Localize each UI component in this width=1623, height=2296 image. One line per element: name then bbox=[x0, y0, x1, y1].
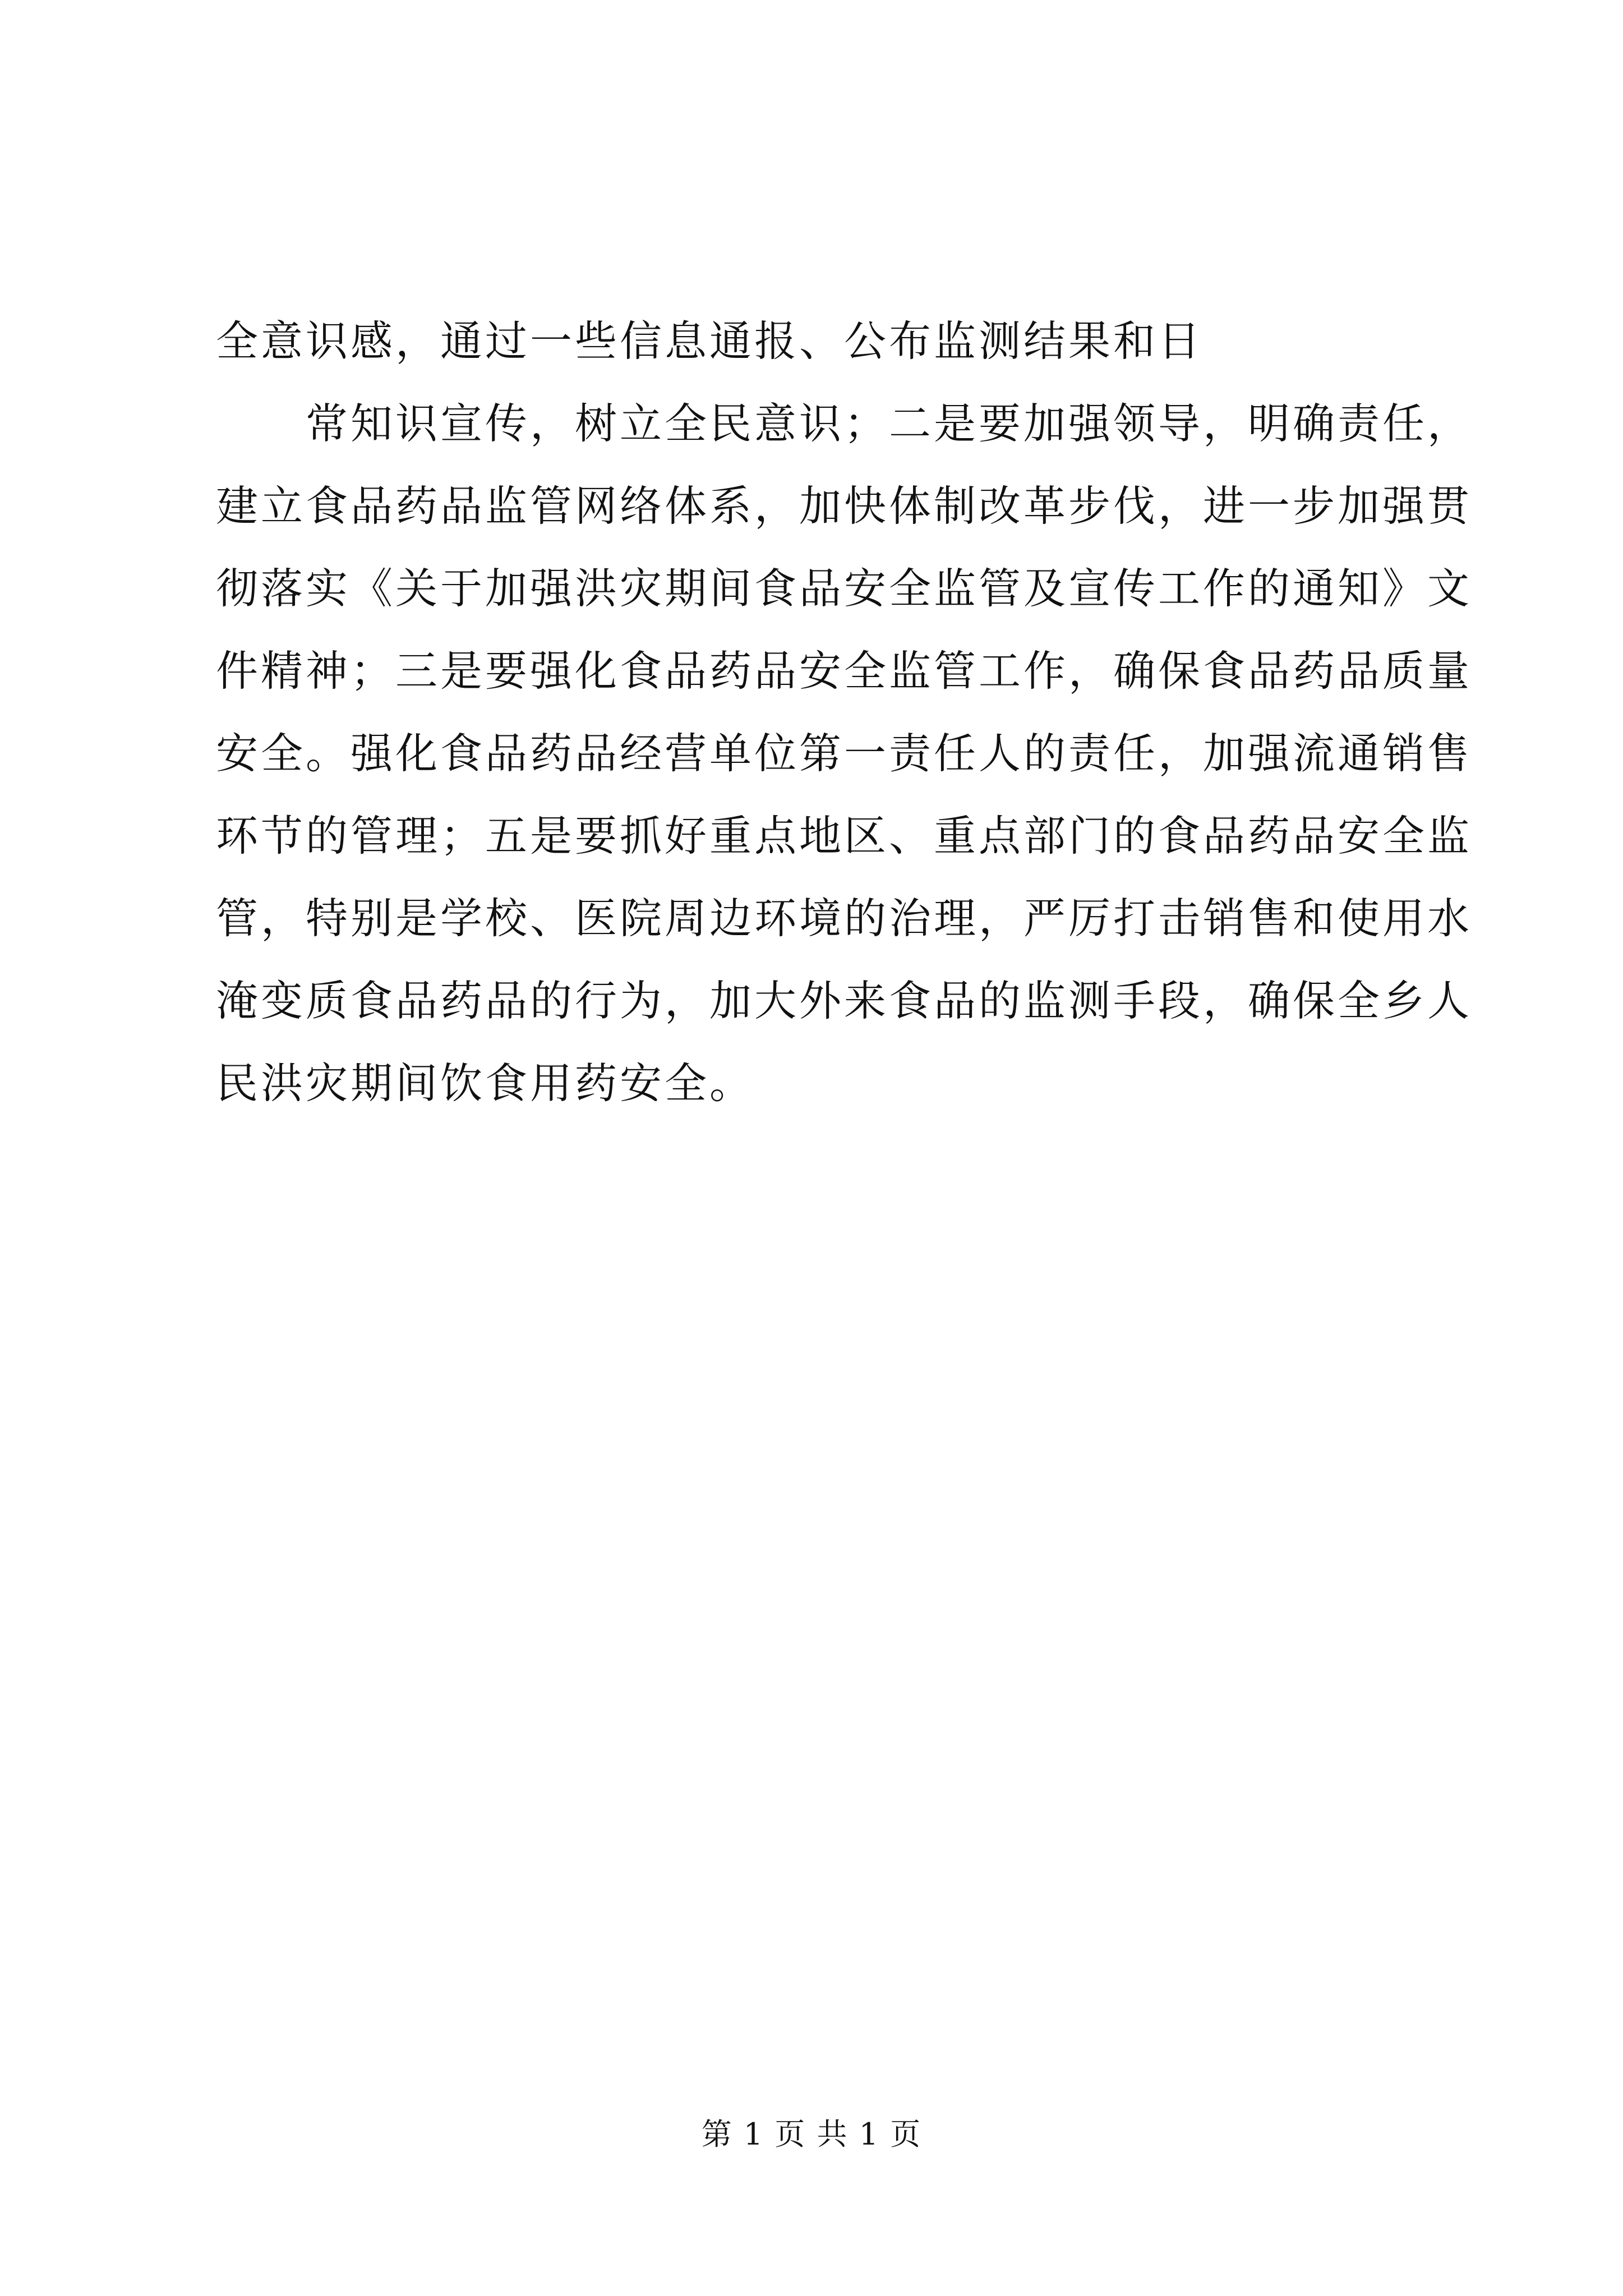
paragraph-first-line: 常知识宣传，树立全民意识；二是要加强领导，明确责任， bbox=[306, 399, 1473, 448]
text-line: 民洪灾期间饮食用药安全。 bbox=[216, 1059, 755, 1108]
text-line: 件精神；三是要强化食品药品安全监管工作，确保食品药品质量 bbox=[216, 646, 1473, 696]
page-number-footer: 第 1 页 共 1 页 bbox=[701, 2116, 922, 2152]
text-line: 彻落实《关于加强洪灾期间食品安全监管及宣传工作的通知》文 bbox=[216, 564, 1473, 613]
text-line: 全意识感，通过一些信息通报、公布监测结果和日 bbox=[216, 316, 1204, 366]
text-line: 管，特别是学校、医院周边环境的治理，严厉打击销售和使用水 bbox=[216, 894, 1473, 943]
text-line: 安全。强化食品药品经营单位第一责任人的责任，加强流通销售 bbox=[216, 729, 1473, 778]
text-line: 建立食品药品监管网络体系，加快体制改革步伐，进一步加强贯 bbox=[216, 481, 1473, 531]
text-line: 淹变质食品药品的行为，加大外来食品的监测手段，确保全乡人 bbox=[216, 976, 1473, 1025]
text-line: 环节的管理；五是要抓好重点地区、重点部门的食品药品安全监 bbox=[216, 811, 1473, 861]
document-body bbox=[216, 300, 1473, 1125]
